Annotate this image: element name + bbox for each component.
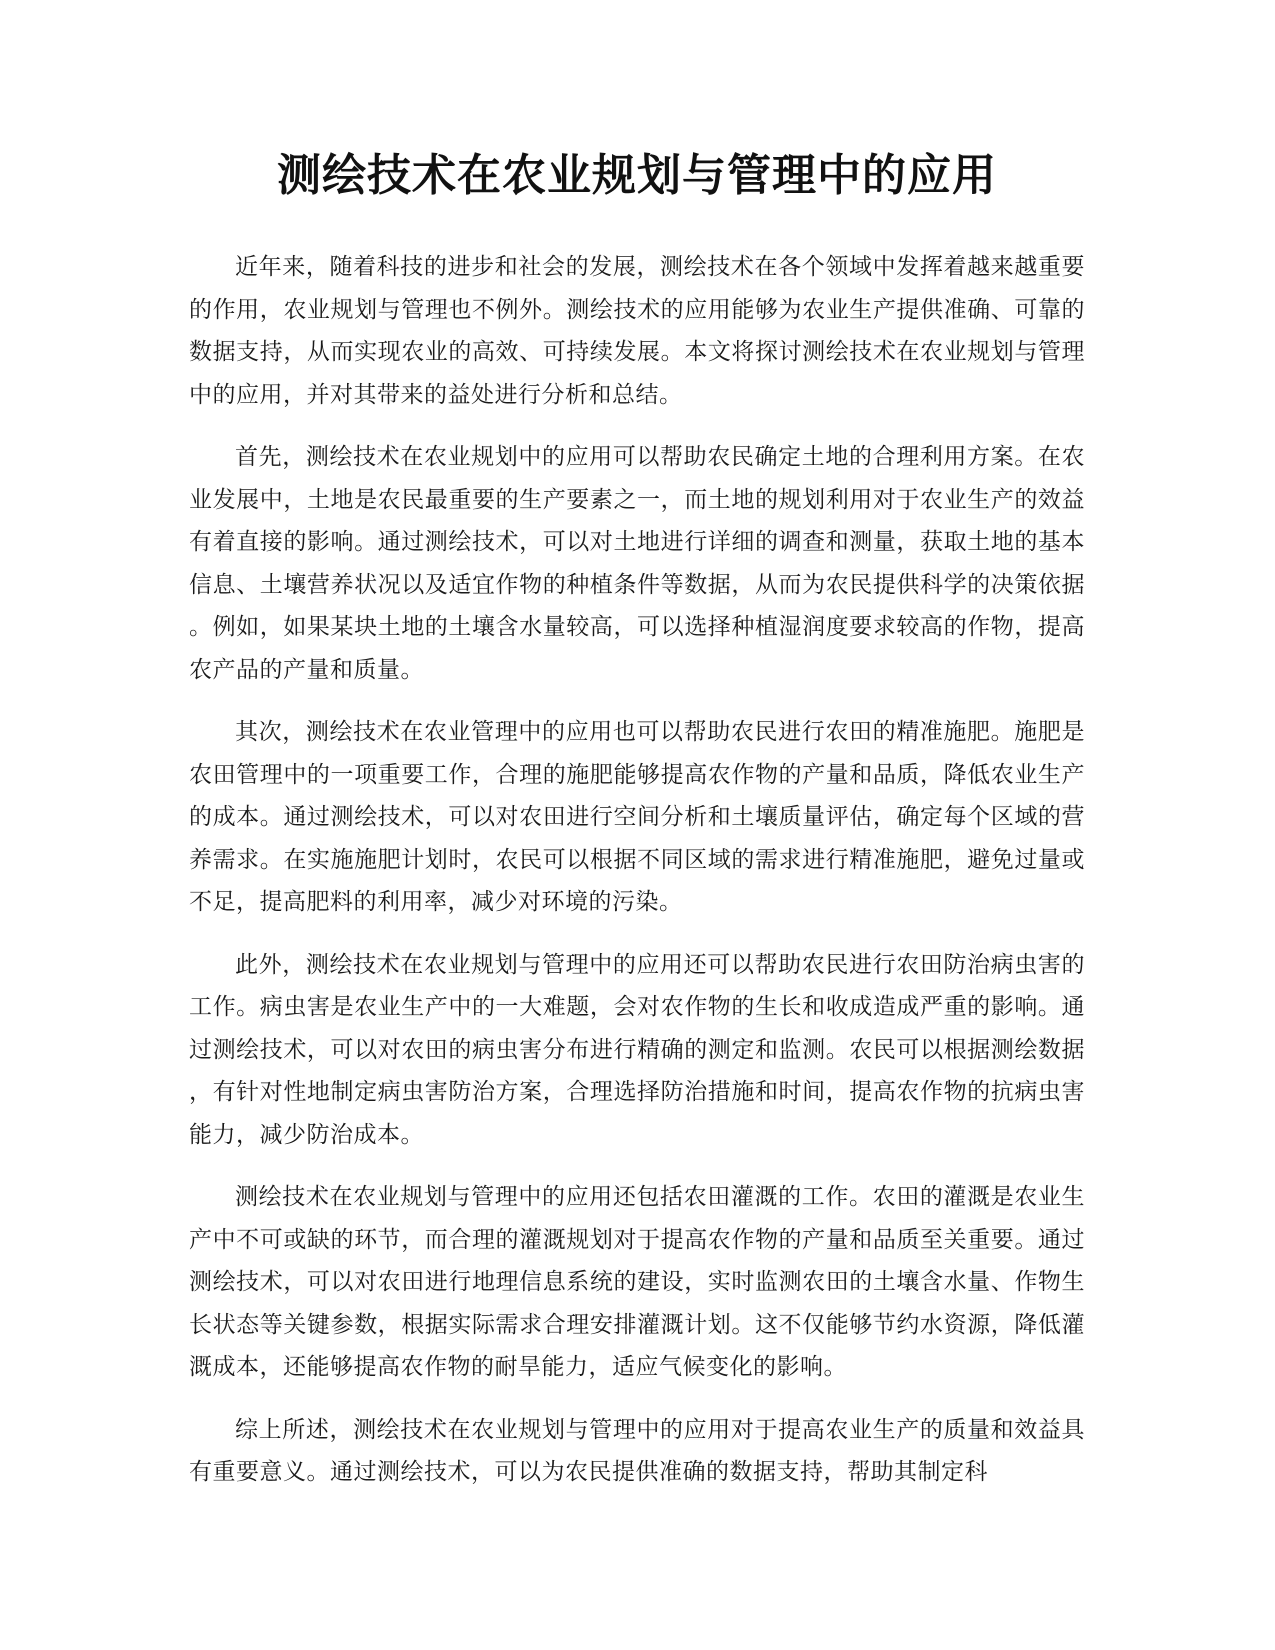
paragraph-land-planning: 首先，测绘技术在农业规划中的应用可以帮助农民确定土地的合理利用方案。在农业发展中，土地是农民最重要的生产要素之一，而土地的规划利用对于农业生产的效益有着直接的影响。通过测绘技术，可以对土地进行详细的调查和测量，获取土地的基本信息、土壤营养状况以及适宜作物的种植条件等数据，从而为农民提供科学的决策依据。例如，如果某块土地的土壤含水量较高，可以选择种植湿润度要求较高的作物，提高农产品的产量和质量。 (189, 444, 1085, 683)
paragraph-irrigation: 测绘技术在农业规划与管理中的应用还包括农田灌溉的工作。农田的灌溉是农业生产中不可或缺的环节，而合理的灌溉规划对于提高农作物的产量和品质至关重要。通过测绘技术，可以对农田进行地理信息系统的建设，实时监测农田的土壤含水量、作物生长状态等关键参数，根据实际需求合理安排灌溉计划。这不仅能够节约水资源，降低灌溉成本，还能够提高农作物的耐旱能力，适应气候变化的影响。 (189, 1184, 1085, 1380)
paragraph-intro: 近年来，随着科技的进步和社会的发展，测绘技术在各个领域中发挥着越来越重要的作用，农业规划与管理也不例外。测绘技术的应用能够为农业生产提供准确、可靠的数据支持，从而实现农业的高效、可持续发展。本文将探讨测绘技术在农业规划与管理中的应用，并对其带来的益处进行分析和总结。 (189, 254, 1085, 408)
paragraph-summary: 综上所述，测绘技术在农业规划与管理中的应用对于提高农业生产的质量和效益具有重要意义。通过测绘技术，可以为农民提供准确的数据支持，帮助其制定科 (189, 1416, 1085, 1485)
paragraph-precision-fertilizing: 其次，测绘技术在农业管理中的应用也可以帮助农民进行农田的精准施肥。施肥是农田管理中的一项重要工作，合理的施肥能够提高农作物的产量和品质，降低农业生产的成本。通过测绘技术，可以对农田进行空间分析和土壤质量评估，确定每个区域的营养需求。在实施施肥计划时，农民可以根据不同区域的需求进行精准施肥，避免过量或不足，提高肥料的利用率，减少对环境的污染。 (189, 719, 1085, 915)
document-title: 测绘技术在农业规划与管理中的应用 (277, 150, 997, 201)
paragraph-pest-control: 此外，测绘技术在农业规划与管理中的应用还可以帮助农民进行农田防治病虫害的工作。病虫害是农业生产中的一大难题，会对农作物的生长和收成造成严重的影响。通过测绘技术，可以对农田的病虫害分布进行精确的测定和监测。农民可以根据测绘数据，有针对性地制定病虫害防治方案，合理选择防治措施和时间，提高农作物的抗病虫害能力，减少防治成本。 (189, 951, 1085, 1148)
